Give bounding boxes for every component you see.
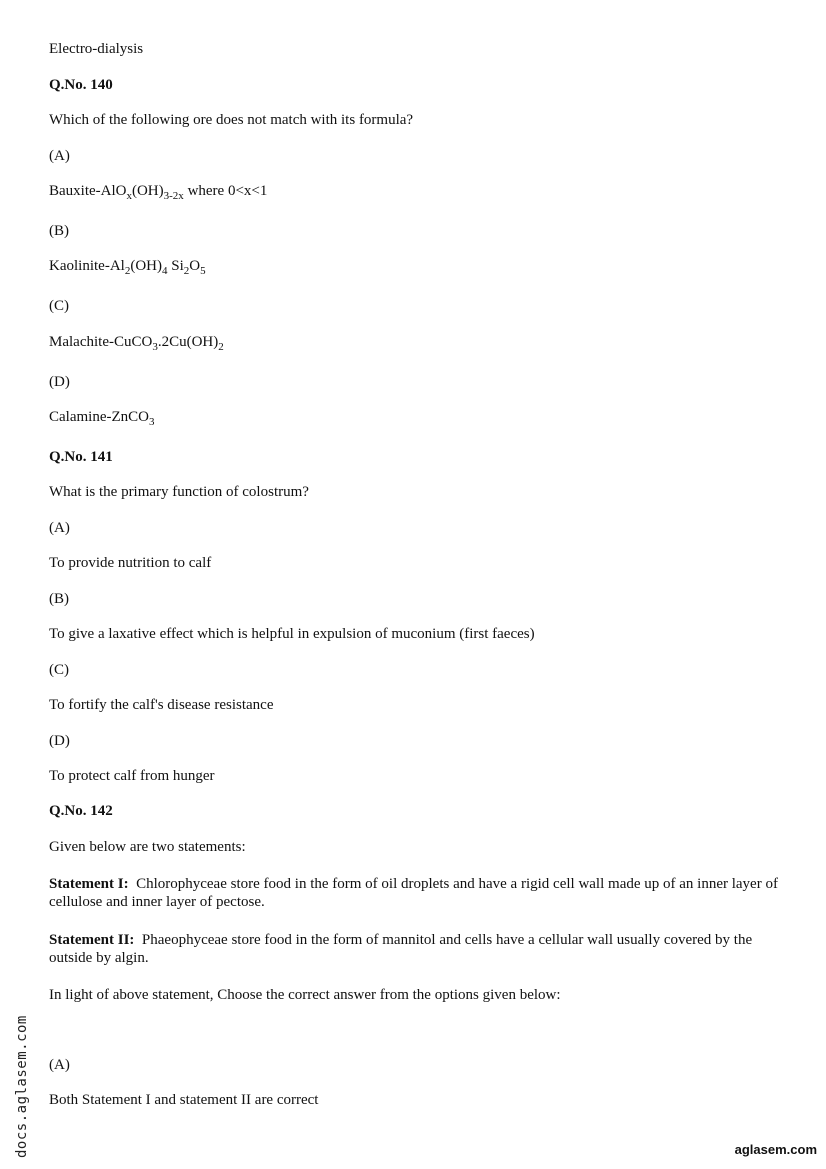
option-text: Malachite-$CuCO_3.2Cu(OH)_2$ xyxy=(49,334,224,353)
question-intro: Given below are two statements: xyxy=(49,839,246,855)
corner-watermark: aglasem.com xyxy=(734,1142,817,1157)
option-text: Kaolinite-$Al_2(OH)_4$ $Si_2O_5$ xyxy=(49,258,206,277)
option-text: To give a laxative effect which is helpful in expulsion of muconium (first faeces) xyxy=(49,626,535,642)
option-label: (D) xyxy=(49,733,70,749)
question-number: Q.No. 142 xyxy=(49,803,113,819)
option-label: (B) xyxy=(49,223,69,239)
option-label: (A) xyxy=(49,520,70,536)
option-text: To protect calf from hunger xyxy=(49,768,215,784)
option-label: (A) xyxy=(49,1057,70,1073)
question-text: Which of the following ore does not match with its formula? xyxy=(49,112,414,128)
option-label: (C) xyxy=(49,662,69,678)
question-instruction: In light of above statement, Choose the correct answer from the options given below: xyxy=(49,987,561,1003)
statement-two: Statement II: Phaeophyceae store food in the form of mannitol and cells have a cellular wall usually covered by the outside by algin. xyxy=(49,932,753,966)
question-number: Q.No. 140 xyxy=(49,77,113,93)
question-number: Q.No. 141 xyxy=(49,449,113,465)
option-text: To provide nutrition to calf xyxy=(49,555,212,571)
option-text: Both Statement I and statement II are correct xyxy=(49,1092,319,1108)
option-label: (A) xyxy=(49,148,70,164)
option-text: Bauxite-$AlO_x(OH)_{3-2x}$ where 0<x<1 xyxy=(49,183,268,202)
option-text: To fortify the calf's disease resistance xyxy=(49,697,274,713)
question-text: What is the primary function of colostrum? xyxy=(49,484,309,500)
side-watermark: docs.aglasem.com xyxy=(14,1015,30,1158)
option-label: (B) xyxy=(49,591,69,607)
lead-text: Electro-dialysis xyxy=(49,41,144,57)
option-text: Calamine-ZnCO$_3$ xyxy=(49,409,155,428)
option-label: (D) xyxy=(49,374,70,390)
statement-one: Statement I: Chlorophyceae store food in the form of oil droplets and have a rigid cell wall made up of an inner layer of cellulose and inner layer of pectose. xyxy=(49,876,778,910)
option-label: (C) xyxy=(49,298,69,314)
